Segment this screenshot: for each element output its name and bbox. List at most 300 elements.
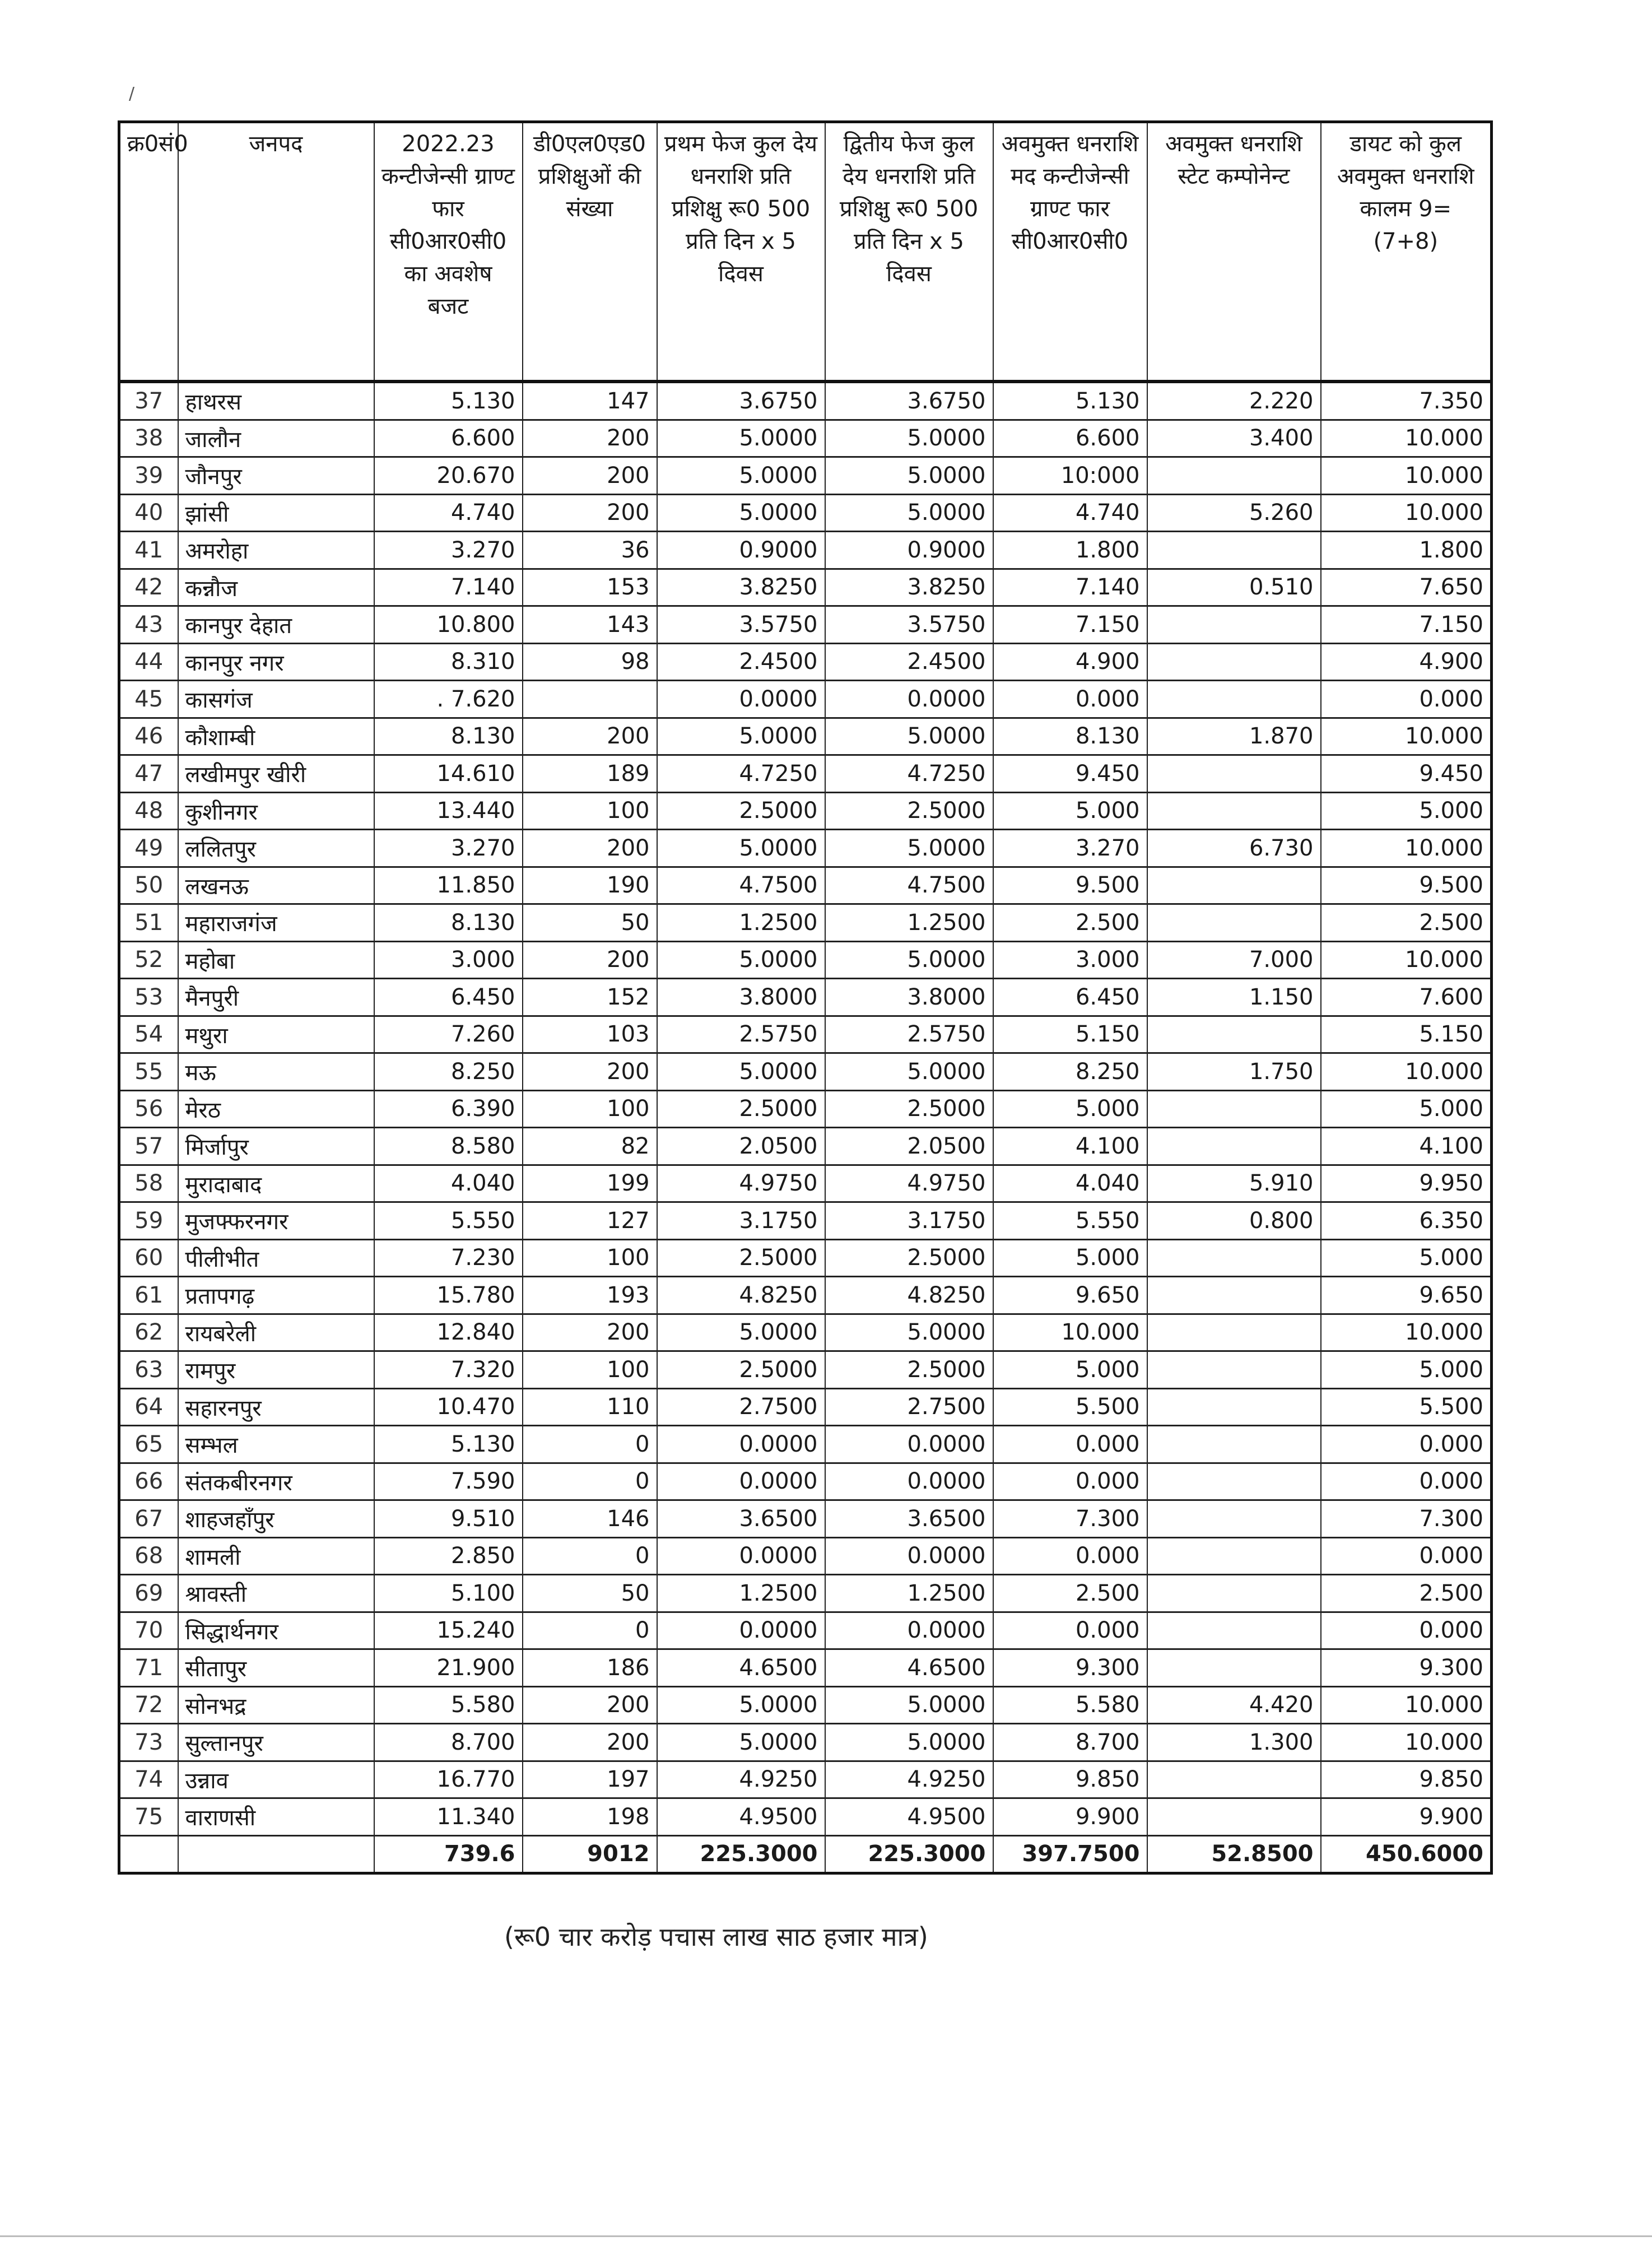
state-component-cell: 4.420 [1147,1686,1321,1724]
col-header-serial: क्र0सं0 [119,122,178,382]
trainees-cell: 143 [523,606,657,644]
released-crc-cell: 1.800 [993,532,1147,569]
state-component-cell: 1.750 [1147,1053,1321,1091]
table-row [119,1724,1492,1761]
table-row [119,1463,1492,1500]
amount-in-words: (रू0 चार करोड़ पचास लाख साठ हजार मात्र) [504,1922,928,1952]
phase1-cell: 3.5750 [657,606,825,644]
district-cell: रामपुर [178,1351,374,1389]
district-cell: झांसी [178,494,374,532]
state-component-cell: 1.870 [1147,718,1321,755]
serial-cell: 54 [119,1016,178,1053]
table-row [119,792,1492,830]
phase1-cell: 4.9750 [657,1165,825,1202]
col-header-phase2: द्वितीय फेज कुल देय धनराशि प्रति प्रशिक्षु रू0 500 प्रति दिन x 5 दिवस [825,122,993,382]
phase1-cell: 2.5000 [657,792,825,830]
state-component-cell: 3.400 [1147,420,1321,457]
budget-cell: 10.800 [374,606,523,644]
phase2-cell: 4.7500 [825,867,993,904]
phase2-cell: 5.0000 [825,1724,993,1761]
budget-cell: 6.390 [374,1090,523,1128]
budget-cell: 3.000 [374,941,523,979]
serial-cell: 73 [119,1724,178,1761]
budget-cell: 14.610 [374,755,523,793]
district-cell: रायबरेली [178,1314,374,1351]
serial-cell: 59 [119,1202,178,1240]
released-crc-cell: 7.150 [993,606,1147,644]
district-cell: जालौन [178,420,374,457]
serial-cell: 66 [119,1463,178,1500]
serial-cell: 64 [119,1388,178,1426]
district-cell: लखनऊ [178,867,374,904]
budget-cell: 2.850 [374,1537,523,1575]
serial-cell: 53 [119,979,178,1016]
phase1-cell: 3.6750 [657,382,825,420]
total-released-cell: 10.000 [1321,1314,1492,1351]
state-component-cell [1147,1388,1321,1426]
budget-cell: 8.580 [374,1128,523,1165]
total-released-cell: 7.300 [1321,1500,1492,1538]
phase1-cell: 5.0000 [657,1053,825,1091]
table-row [119,1575,1492,1612]
serial-cell: 38 [119,420,178,457]
trainees-cell: 98 [523,643,657,681]
budget-cell: 6.450 [374,979,523,1016]
district-cell: महाराजगंज [178,904,374,942]
budget-cell: 7.260 [374,1016,523,1053]
trainees-cell: 200 [523,1724,657,1761]
district-cell: कासगंज [178,681,374,718]
released-crc-cell: 0.000 [993,1612,1147,1649]
table-row [119,1016,1492,1053]
total-phase1-cell: 225.3000 [657,1835,825,1873]
released-crc-cell: 7.300 [993,1500,1147,1538]
budget-cell: 4.740 [374,494,523,532]
budget-cell: . 7.620 [374,681,523,718]
serial-cell: 50 [119,867,178,904]
budget-cell: 5.130 [374,1426,523,1463]
district-cell: मुजफ्फरनगर [178,1202,374,1240]
total-released-cell: 5.000 [1321,1351,1492,1389]
state-component-cell [1147,1612,1321,1649]
phase2-cell: 5.0000 [825,1053,993,1091]
phase1-cell: 1.2500 [657,904,825,942]
phase1-cell: 3.8250 [657,569,825,606]
total-released-cell: 9.300 [1321,1649,1492,1687]
serial-cell: 58 [119,1165,178,1202]
phase1-cell: 2.5750 [657,1016,825,1053]
district-cell: शामली [178,1537,374,1575]
budget-cell: 11.340 [374,1798,523,1836]
budget-cell: 5.550 [374,1202,523,1240]
serial-cell: 71 [119,1649,178,1687]
state-component-cell [1147,1500,1321,1538]
table-row [119,643,1492,681]
phase2-cell: 0.0000 [825,681,993,718]
phase1-cell: 5.0000 [657,1686,825,1724]
phase2-cell: 4.9250 [825,1761,993,1798]
serial-cell: 55 [119,1053,178,1091]
trainees-cell: 82 [523,1128,657,1165]
total-released-cell: 10.000 [1321,830,1492,867]
released-crc-cell: 0.000 [993,1537,1147,1575]
trainees-cell: 200 [523,941,657,979]
trainees-cell: 200 [523,1053,657,1091]
phase1-cell: 5.0000 [657,830,825,867]
state-component-cell: 0.510 [1147,569,1321,606]
total-released-cell: 0.000 [1321,1537,1492,1575]
district-cell: कानपुर देहात [178,606,374,644]
phase2-cell: 3.6500 [825,1500,993,1538]
serial-cell: 61 [119,1277,178,1314]
released-crc-cell: 5.580 [993,1686,1147,1724]
state-component-cell [1147,1761,1321,1798]
state-component-cell [1147,755,1321,793]
released-crc-cell: 8.700 [993,1724,1147,1761]
district-cell: श्रावस्ती [178,1575,374,1612]
district-cell: अमरोहा [178,532,374,569]
total-released-cell: 5.000 [1321,1090,1492,1128]
released-crc-cell: 10.000 [993,1314,1147,1351]
trainees-cell: 100 [523,1090,657,1128]
total-released-cell: 9.450 [1321,755,1492,793]
trainees-cell: 100 [523,1351,657,1389]
trainees-cell [523,681,657,718]
phase2-cell: 1.2500 [825,1575,993,1612]
budget-cell: 8.310 [374,643,523,681]
total-released-cell: 7.150 [1321,606,1492,644]
table-row [119,904,1492,942]
table-row [119,1686,1492,1724]
phase1-cell: 4.9500 [657,1798,825,1836]
page-mark: / [129,84,135,104]
district-cell: सहारनपुर [178,1388,374,1426]
trainees-cell: 186 [523,1649,657,1687]
phase2-cell: 5.0000 [825,718,993,755]
trainees-cell: 152 [523,979,657,1016]
total-released-cell: 5.000 [1321,1239,1492,1277]
serial-cell: 74 [119,1761,178,1798]
phase2-cell: 5.0000 [825,420,993,457]
total-released-cell: 10.000 [1321,494,1492,532]
district-cell: संतकबीरनगर [178,1463,374,1500]
district-cell: पीलीभीत [178,1239,374,1277]
col-header-budget: 2022.23 कन्टीजेन्सी ग्राण्ट फार सी0आर0सी0 का अवशेष बजट [374,122,523,382]
budget-cell: 9.510 [374,1500,523,1538]
budget-cell: 15.240 [374,1612,523,1649]
phase2-cell: 0.0000 [825,1426,993,1463]
serial-cell: 69 [119,1575,178,1612]
budget-cell: 3.270 [374,830,523,867]
table-row [119,830,1492,867]
phase1-cell: 0.0000 [657,1463,825,1500]
budget-cell: 5.130 [374,382,523,420]
serial-cell: 45 [119,681,178,718]
serial-cell: 70 [119,1612,178,1649]
trainees-cell: 197 [523,1761,657,1798]
phase1-cell: 2.5000 [657,1351,825,1389]
state-component-cell: 1.300 [1147,1724,1321,1761]
phase2-cell: 2.7500 [825,1388,993,1426]
released-crc-cell: 5.150 [993,1016,1147,1053]
district-cell: लखीमपुर खीरी [178,755,374,793]
phase2-cell: 5.0000 [825,941,993,979]
trainees-cell: 0 [523,1426,657,1463]
budget-cell: 20.670 [374,457,523,495]
trainees-cell: 0 [523,1537,657,1575]
serial-cell: 68 [119,1537,178,1575]
trainees-cell: 190 [523,867,657,904]
budget-cell: 8.130 [374,904,523,942]
table-row [119,1649,1492,1687]
district-cell: मुरादाबाद [178,1165,374,1202]
released-crc-cell: 9.850 [993,1761,1147,1798]
total-released-cell: 10.000 [1321,1053,1492,1091]
col-header-district: जनपद [178,122,374,382]
phase2-cell: 3.8000 [825,979,993,1016]
trainees-cell: 199 [523,1165,657,1202]
phase1-cell: 3.1750 [657,1202,825,1240]
released-crc-cell: 2.500 [993,904,1147,942]
total-trainees-cell: 9012 [523,1835,657,1873]
trainees-cell: 127 [523,1202,657,1240]
table-row [119,1202,1492,1240]
trainees-cell: 200 [523,494,657,532]
serial-cell: 63 [119,1351,178,1389]
serial-cell: 39 [119,457,178,495]
district-cell: सिद्धार्थनगर [178,1612,374,1649]
budget-cell: 10.470 [374,1388,523,1426]
table-row [119,1314,1492,1351]
trainees-cell: 147 [523,382,657,420]
phase2-cell: 3.6750 [825,382,993,420]
trainees-cell: 0 [523,1463,657,1500]
phase1-cell: 2.5000 [657,1090,825,1128]
phase1-cell: 0.0000 [657,1426,825,1463]
district-cell: सुल्तानपुर [178,1724,374,1761]
trainees-cell: 146 [523,1500,657,1538]
trainees-cell: 100 [523,792,657,830]
table-row [119,1090,1492,1128]
phase2-cell: 5.0000 [825,830,993,867]
state-component-cell [1147,1575,1321,1612]
budget-cell: 11.850 [374,867,523,904]
phase2-cell: 0.0000 [825,1612,993,1649]
table-row [119,979,1492,1016]
phase1-cell: 5.0000 [657,1724,825,1761]
total-released-cell: 9.850 [1321,1761,1492,1798]
released-crc-cell: 4.040 [993,1165,1147,1202]
phase2-cell: 4.7250 [825,755,993,793]
district-cell: हाथरस [178,382,374,420]
released-crc-cell: 4.100 [993,1128,1147,1165]
budget-cell: 5.580 [374,1686,523,1724]
table-row [119,1612,1492,1649]
released-crc-cell: 5.000 [993,1351,1147,1389]
budget-cell: 5.100 [374,1575,523,1612]
released-crc-cell: 8.250 [993,1053,1147,1091]
trainees-cell: 200 [523,1314,657,1351]
released-crc-cell: 7.140 [993,569,1147,606]
phase1-cell: 4.9250 [657,1761,825,1798]
table-row [119,606,1492,644]
total-released-cell: 7.650 [1321,569,1492,606]
state-component-cell: 7.000 [1147,941,1321,979]
released-crc-cell: 5.000 [993,1090,1147,1128]
phase2-cell: 5.0000 [825,457,993,495]
state-component-cell [1147,643,1321,681]
state-component-cell [1147,457,1321,495]
table-row [119,1388,1492,1426]
district-cell: सोनभद्र [178,1686,374,1724]
budget-cell: 16.770 [374,1761,523,1798]
phase2-cell: 0.0000 [825,1537,993,1575]
trainees-cell: 200 [523,830,657,867]
trainees-cell: 50 [523,1575,657,1612]
table-row [119,457,1492,495]
trainees-cell: 110 [523,1388,657,1426]
phase2-cell: 1.2500 [825,904,993,942]
total-released-cell: 0.000 [1321,1612,1492,1649]
table-row [119,1277,1492,1314]
phase1-cell: 0.0000 [657,1537,825,1575]
serial-cell: 52 [119,941,178,979]
phase2-cell: 4.9750 [825,1165,993,1202]
state-component-cell [1147,1463,1321,1500]
phase1-cell: 4.7250 [657,755,825,793]
district-cell: शाहजहाँपुर [178,1500,374,1538]
trainees-cell: 200 [523,420,657,457]
total-phase2-cell: 225.3000 [825,1835,993,1873]
total-released-cell: 10.000 [1321,457,1492,495]
phase1-cell: 2.4500 [657,643,825,681]
serial-cell: 62 [119,1314,178,1351]
released-crc-cell: 2.500 [993,1575,1147,1612]
table-row [119,718,1492,755]
released-crc-cell: 9.450 [993,755,1147,793]
budget-cell: 8.700 [374,1724,523,1761]
total-serial-cell [119,1835,178,1873]
trainees-cell: 200 [523,1686,657,1724]
released-crc-cell: 5.130 [993,382,1147,420]
col-header-released-crc: अवमुक्त धनराशि मद कन्टीजेन्सी ग्राण्ट फार सी0आर0सी0 [993,122,1147,382]
released-crc-cell: 5.000 [993,792,1147,830]
state-component-cell: 1.150 [1147,979,1321,1016]
serial-cell: 41 [119,532,178,569]
released-crc-cell: 9.500 [993,867,1147,904]
phase1-cell: 4.8250 [657,1277,825,1314]
phase2-cell: 2.5000 [825,1239,993,1277]
serial-cell: 65 [119,1426,178,1463]
state-component-cell [1147,681,1321,718]
trainees-cell: 200 [523,718,657,755]
budget-cell: 12.840 [374,1314,523,1351]
phase1-cell: 0.0000 [657,1612,825,1649]
table-row [119,1165,1492,1202]
released-crc-cell: 8.130 [993,718,1147,755]
released-crc-cell: 0.000 [993,681,1147,718]
state-component-cell [1147,1128,1321,1165]
table-row [119,1053,1492,1091]
trainees-cell: 153 [523,569,657,606]
phase1-cell: 2.7500 [657,1388,825,1426]
serial-cell: 72 [119,1686,178,1724]
state-component-cell: 6.730 [1147,830,1321,867]
budget-cell: 4.040 [374,1165,523,1202]
table-row [119,532,1492,569]
state-component-cell [1147,904,1321,942]
col-header-trainees: डी0एल0एड0 प्रशिक्षुओं की संख्या [523,122,657,382]
table-row [119,681,1492,718]
phase2-cell: 2.0500 [825,1128,993,1165]
total-released-cell: 10.000 [1321,1724,1492,1761]
released-crc-cell: 0.000 [993,1463,1147,1500]
released-crc-cell: 10:000 [993,457,1147,495]
col-header-state-component: अवमुक्त धनराशि स्टेट कम्पोनेन्ट [1147,122,1321,382]
state-component-cell: 5.260 [1147,494,1321,532]
budget-cell: 7.320 [374,1351,523,1389]
serial-cell: 46 [119,718,178,755]
state-component-cell [1147,1277,1321,1314]
released-crc-cell: 5.000 [993,1239,1147,1277]
district-cell: सीतापुर [178,1649,374,1687]
phase2-cell: 2.4500 [825,643,993,681]
trainees-cell: 103 [523,1016,657,1053]
trainees-cell: 189 [523,755,657,793]
serial-cell: 49 [119,830,178,867]
state-component-cell [1147,792,1321,830]
budget-cell: 3.270 [374,532,523,569]
district-cell: प्रतापगढ़ [178,1277,374,1314]
phase1-cell: 5.0000 [657,718,825,755]
total-released-cell: 10.000 [1321,941,1492,979]
table-header-row [119,122,1492,382]
table-row [119,1128,1492,1165]
district-cell: ललितपुर [178,830,374,867]
total-released-cell: 1.800 [1321,532,1492,569]
serial-cell: 57 [119,1128,178,1165]
total-released-cell: 10.000 [1321,718,1492,755]
budget-cell: 7.590 [374,1463,523,1500]
released-crc-cell: 4.740 [993,494,1147,532]
col-header-phase1: प्रथम फेज कुल देय धनराशि प्रति प्रशिक्षु रू0 500 प्रति दिन x 5 दिवस [657,122,825,382]
released-crc-cell: 9.900 [993,1798,1147,1836]
state-component-cell [1147,1649,1321,1687]
budget-cell: 7.230 [374,1239,523,1277]
released-crc-cell: 9.650 [993,1277,1147,1314]
table-row [119,1798,1492,1836]
district-cell: कुशीनगर [178,792,374,830]
state-component-cell [1147,1798,1321,1836]
serial-cell: 51 [119,904,178,942]
state-component-cell: 2.220 [1147,382,1321,420]
phase1-cell: 2.5000 [657,1239,825,1277]
district-cell: उन्नाव [178,1761,374,1798]
district-cell: जौनपुर [178,457,374,495]
phase2-cell: 3.8250 [825,569,993,606]
released-crc-cell: 6.600 [993,420,1147,457]
budget-cell: 15.780 [374,1277,523,1314]
trainees-cell: 198 [523,1798,657,1836]
table-row [119,1537,1492,1575]
phase1-cell: 0.9000 [657,532,825,569]
budget-cell: 13.440 [374,792,523,830]
serial-cell: 43 [119,606,178,644]
district-cell: मथुरा [178,1016,374,1053]
phase2-cell: 3.5750 [825,606,993,644]
phase1-cell: 5.0000 [657,420,825,457]
state-component-cell [1147,532,1321,569]
